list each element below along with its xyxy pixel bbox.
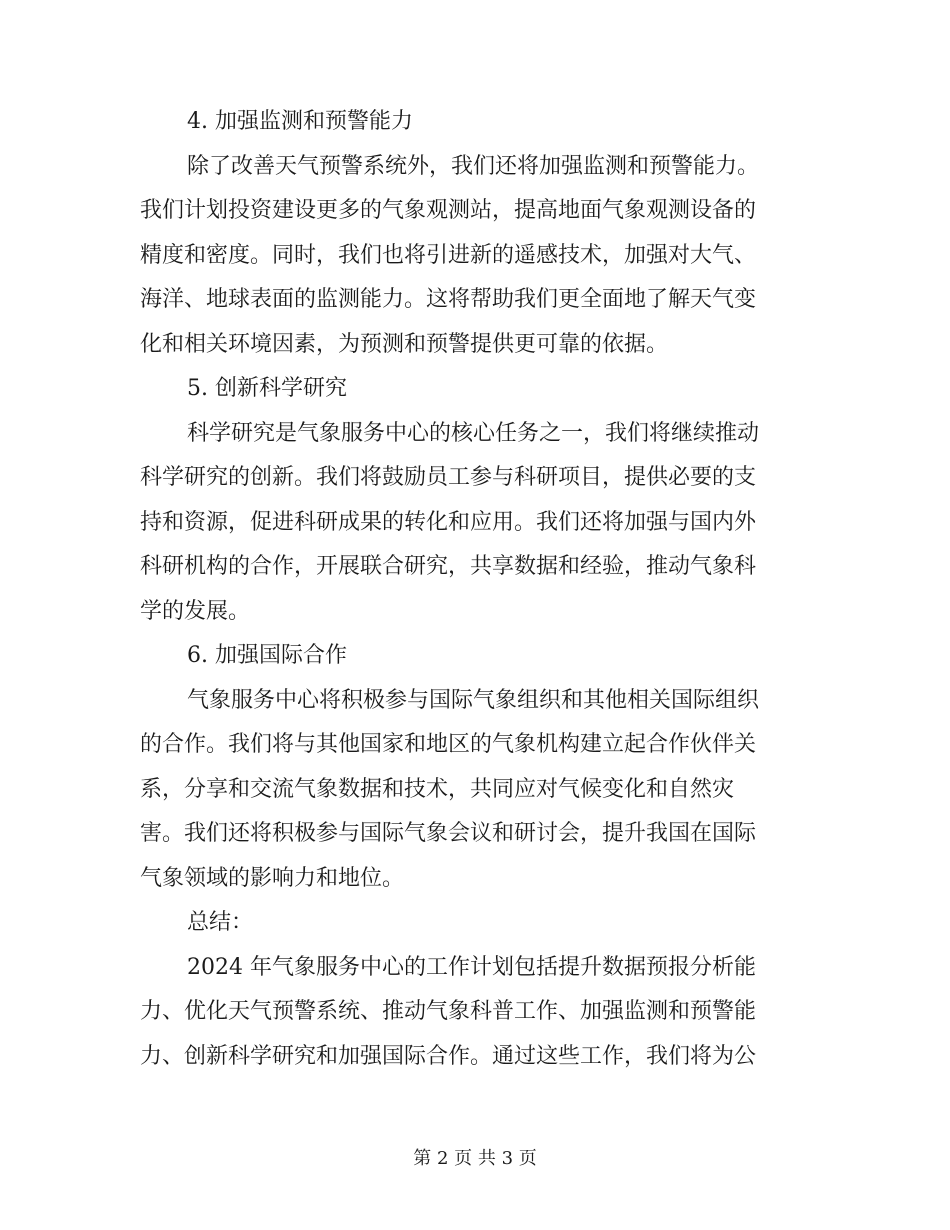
paragraph-line: 气象服务中心将积极参与国际气象组织和其他相关国际组织 bbox=[187, 687, 760, 713]
paragraph-line: 除了改善天气预警系统外，我们还将加强监测和预警能力。 bbox=[187, 153, 760, 179]
paragraph-line: 2024 年气象服务中心的工作计划包括提升数据预报分析能 bbox=[187, 954, 756, 980]
paragraph-line: 持和资源，促进科研成果的转化和应用。我们还将加强与国内外 bbox=[140, 509, 757, 535]
paragraph-line: 我们计划投资建设更多的气象观测站，提高地面气象观测设备的 bbox=[140, 198, 757, 223]
paragraph-line: 精度和密度。同时，我们也将引进新的遥感技术，加强对大气、 bbox=[140, 242, 757, 268]
section-heading-6: 6. 加强国际合作 bbox=[187, 643, 347, 668]
paragraph-line: 海洋、地球表面的监测能力。这将帮助我们更全面地了解天气变 bbox=[140, 287, 757, 312]
paragraph-line: 化和相关环境因素，为预测和预警提供更可靠的依据。 bbox=[140, 331, 669, 357]
paragraph-line: 系，分享和交流气象数据和技术，共同应对气候变化和自然灾 bbox=[140, 776, 735, 802]
section-heading-5: 5. 创新科学研究 bbox=[187, 376, 347, 401]
paragraph-line: 学的发展。 bbox=[140, 598, 251, 624]
section-heading-4: 4. 加强监测和预警能力 bbox=[187, 109, 413, 134]
paragraph-line: 害。我们还将积极参与国际气象会议和研讨会，提升我国在国际 bbox=[140, 821, 757, 846]
paragraph-line: 科研机构的合作，开展联合研究，共享数据和经验，推动气象科 bbox=[140, 554, 757, 579]
paragraph-line: 科学研究的创新。我们将鼓励员工参与科研项目，提供必要的支 bbox=[140, 465, 757, 490]
paragraph-line: 气象领域的影响力和地位。 bbox=[140, 865, 405, 891]
page-number-footer: 第 2 页 共 3 页 bbox=[413, 1148, 537, 1169]
paragraph-line: 科学研究是气象服务中心的核心任务之一，我们将继续推动 bbox=[187, 420, 760, 446]
paragraph-line: 力、创新科学研究和加强国际合作。通过这些工作，我们将为公 bbox=[140, 1043, 757, 1069]
summary-heading: 总结： bbox=[187, 910, 254, 935]
document-body bbox=[140, 100, 808, 1079]
paragraph-line: 的合作。我们将与其他国家和地区的气象机构建立起合作伙伴关 bbox=[140, 732, 757, 757]
paragraph-line: 力、优化天气预警系统、推动气象科普工作、加强监测和预警能 bbox=[140, 999, 757, 1024]
